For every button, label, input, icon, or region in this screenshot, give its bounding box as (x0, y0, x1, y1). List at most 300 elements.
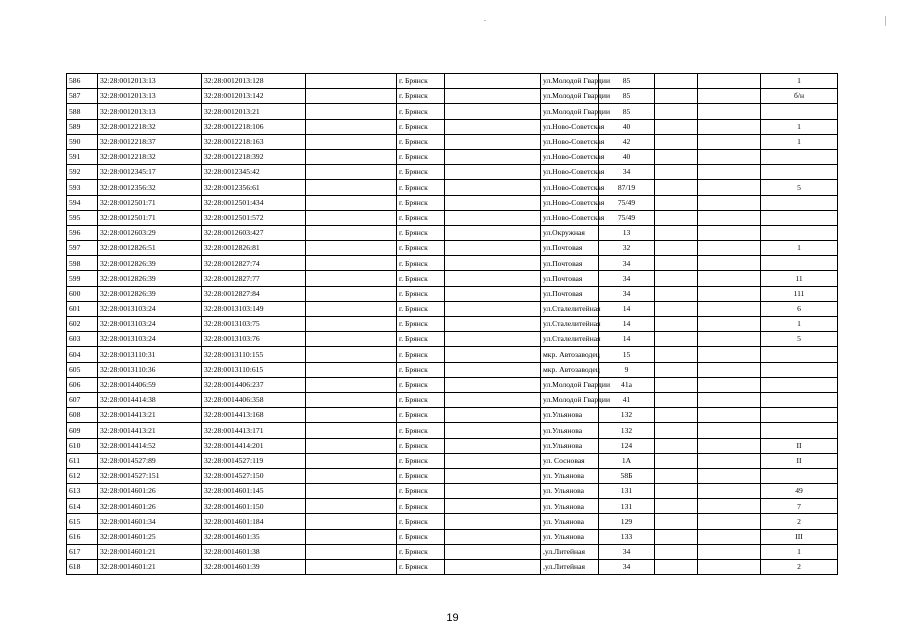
empty-cell (445, 241, 541, 256)
apartment-number-cell: 1 (761, 74, 838, 89)
house-number-cell: 75/49 (599, 195, 655, 210)
row-number-cell: 595 (67, 210, 98, 225)
empty-cell (655, 301, 698, 316)
street-cell: ул.Молодой Гвардии (541, 392, 599, 407)
city-cell: г. Брянск (397, 134, 445, 149)
parent-cadastral-number-cell: 32:28:0013103:24 (98, 317, 202, 332)
table-row (67, 499, 838, 514)
street-cell: ул.Почтовая (541, 241, 599, 256)
empty-cell (698, 499, 761, 514)
city-cell: г. Брянск (397, 180, 445, 195)
table-row (67, 529, 838, 544)
city-cell: г. Брянск (397, 392, 445, 407)
empty-cell (698, 74, 761, 89)
house-number-cell: 85 (599, 74, 655, 89)
street-cell: ул.Сталелитейная (541, 317, 599, 332)
cadastral-number-cell: 32:28:0014601:35 (202, 529, 306, 544)
apartment-number-cell (761, 225, 838, 240)
parent-cadastral-number-cell: 32:28:0014413:21 (98, 408, 202, 423)
scan-mark-top (484, 20, 486, 21)
street-cell: ул.Ново-Советская (541, 180, 599, 195)
table-row (67, 468, 838, 483)
street-cell: ул. Ульянова (541, 499, 599, 514)
scan-mark-top-right (885, 16, 886, 26)
house-number-cell: 133 (599, 529, 655, 544)
empty-cell (698, 362, 761, 377)
table-row (67, 560, 838, 575)
cadastral-number-cell: 32:28:0013103:75 (202, 317, 306, 332)
table-row (67, 514, 838, 529)
empty-cell (445, 180, 541, 195)
street-cell: ул.Молодой Гвардии (541, 104, 599, 119)
street-cell: ,ул.Литейная (541, 560, 599, 575)
empty-cell (655, 392, 698, 407)
apartment-number-cell: 1 (761, 119, 838, 134)
house-number-cell: 34 (599, 271, 655, 286)
parent-cadastral-number-cell: 32:28:0014414:52 (98, 438, 202, 453)
empty-cell (655, 104, 698, 119)
street-cell: ул. Ульянова (541, 514, 599, 529)
street-cell: ул.Окружная (541, 225, 599, 240)
row-number-cell: 597 (67, 241, 98, 256)
parent-cadastral-number-cell: 32:28:0012826:51 (98, 241, 202, 256)
empty-cell (445, 453, 541, 468)
house-number-cell: 14 (599, 301, 655, 316)
empty-cell (445, 544, 541, 559)
row-number-cell: 589 (67, 119, 98, 134)
cadastral-number-cell: 32:28:0013110:615 (202, 362, 306, 377)
apartment-number-cell: 1 (761, 317, 838, 332)
table-row (67, 149, 838, 164)
empty-cell (306, 225, 397, 240)
street-cell: ул.Сталелитейная (541, 332, 599, 347)
row-number-cell: 603 (67, 332, 98, 347)
table-row (67, 271, 838, 286)
cadastral-number-cell: 32:28:0012827:84 (202, 286, 306, 301)
cadastral-number-cell: 32:28:0014414:201 (202, 438, 306, 453)
empty-cell (655, 408, 698, 423)
city-cell: г. Брянск (397, 317, 445, 332)
city-cell: г. Брянск (397, 225, 445, 240)
empty-cell (445, 347, 541, 362)
table-row (67, 119, 838, 134)
apartment-number-cell (761, 468, 838, 483)
empty-cell (655, 317, 698, 332)
empty-cell (445, 514, 541, 529)
apartment-number-cell (761, 392, 838, 407)
empty-cell (445, 89, 541, 104)
table-row (67, 89, 838, 104)
city-cell: г. Брянск (397, 241, 445, 256)
table-row (67, 453, 838, 468)
city-cell: г. Брянск (397, 514, 445, 529)
house-number-cell: 34 (599, 286, 655, 301)
parent-cadastral-number-cell: 32:28:0012218:37 (98, 134, 202, 149)
city-cell: г. Брянск (397, 119, 445, 134)
empty-cell (698, 180, 761, 195)
street-cell: мкр. Автозаводец (541, 362, 599, 377)
table-row (67, 423, 838, 438)
parent-cadastral-number-cell: 32:28:0014601:21 (98, 560, 202, 575)
house-number-cell: 13 (599, 225, 655, 240)
empty-cell (306, 89, 397, 104)
empty-cell (698, 468, 761, 483)
empty-cell (655, 468, 698, 483)
cadastral-number-cell: 32:28:0013110:155 (202, 347, 306, 362)
street-cell: ул.Почтовая (541, 286, 599, 301)
empty-cell (306, 514, 397, 529)
empty-cell (306, 438, 397, 453)
cadastral-number-cell: 32:28:0014406:358 (202, 392, 306, 407)
table-row (67, 484, 838, 499)
street-cell: ул.Почтовая (541, 256, 599, 271)
row-number-cell: 610 (67, 438, 98, 453)
street-cell: ,ул.Литейная (541, 544, 599, 559)
empty-cell (445, 195, 541, 210)
row-number-cell: 609 (67, 423, 98, 438)
apartment-number-cell (761, 256, 838, 271)
street-cell: ул.Ново-Советская (541, 134, 599, 149)
empty-cell (655, 377, 698, 392)
row-number-cell: 598 (67, 256, 98, 271)
city-cell: г. Брянск (397, 74, 445, 89)
empty-cell (306, 392, 397, 407)
cadastral-number-cell: 32:28:0014601:184 (202, 514, 306, 529)
empty-cell (445, 560, 541, 575)
house-number-cell: 85 (599, 89, 655, 104)
empty-cell (655, 544, 698, 559)
empty-cell (655, 256, 698, 271)
empty-cell (655, 119, 698, 134)
empty-cell (698, 271, 761, 286)
empty-cell (306, 271, 397, 286)
empty-cell (655, 560, 698, 575)
apartment-number-cell: 1 (761, 134, 838, 149)
street-cell: ул.Молодой Гвардии (541, 74, 599, 89)
empty-cell (698, 332, 761, 347)
row-number-cell: 594 (67, 195, 98, 210)
apartment-number-cell (761, 347, 838, 362)
empty-cell (306, 377, 397, 392)
table-row (67, 392, 838, 407)
apartment-number-cell (761, 149, 838, 164)
parent-cadastral-number-cell: 32:28:0012345:17 (98, 165, 202, 180)
table-row (67, 74, 838, 89)
table-row (67, 165, 838, 180)
street-cell: ул.Ульянова (541, 423, 599, 438)
apartment-number-cell: 7 (761, 499, 838, 514)
empty-cell (698, 301, 761, 316)
street-cell: ул.Ульянова (541, 438, 599, 453)
empty-cell (306, 104, 397, 119)
empty-cell (445, 165, 541, 180)
empty-cell (655, 225, 698, 240)
parent-cadastral-number-cell: 32:28:0012013:13 (98, 74, 202, 89)
empty-cell (445, 271, 541, 286)
empty-cell (698, 210, 761, 225)
empty-cell (655, 529, 698, 544)
empty-cell (698, 134, 761, 149)
house-number-cell: 1А (599, 453, 655, 468)
empty-cell (306, 560, 397, 575)
cadastral-number-cell: 32:28:0012827:77 (202, 271, 306, 286)
parent-cadastral-number-cell: 32:28:0014601:34 (98, 514, 202, 529)
empty-cell (445, 74, 541, 89)
empty-cell (698, 119, 761, 134)
cadastral-number-cell: 32:28:0013103:149 (202, 301, 306, 316)
empty-cell (698, 317, 761, 332)
row-number-cell: 588 (67, 104, 98, 119)
apartment-number-cell: 2 (761, 560, 838, 575)
cadastral-number-cell: 32:28:0012826:81 (202, 241, 306, 256)
street-cell: ул. Ульянова (541, 468, 599, 483)
row-number-cell: 586 (67, 74, 98, 89)
house-number-cell: 9 (599, 362, 655, 377)
cadastral-number-cell: 32:28:0014527:119 (202, 453, 306, 468)
cadastral-number-cell: 32:28:0012013:128 (202, 74, 306, 89)
city-cell: г. Брянск (397, 271, 445, 286)
parent-cadastral-number-cell: 32:28:0012013:13 (98, 104, 202, 119)
parent-cadastral-number-cell: 32:28:0012826:39 (98, 286, 202, 301)
house-number-cell: 124 (599, 438, 655, 453)
cadastral-number-cell: 32:28:0014413:171 (202, 423, 306, 438)
city-cell: г. Брянск (397, 210, 445, 225)
city-cell: г. Брянск (397, 499, 445, 514)
parent-cadastral-number-cell: 32:28:0013103:24 (98, 301, 202, 316)
city-cell: г. Брянск (397, 438, 445, 453)
street-cell: ул.Ново-Советская (541, 165, 599, 180)
empty-cell (655, 484, 698, 499)
parent-cadastral-number-cell: 32:28:0012501:71 (98, 210, 202, 225)
city-cell: г. Брянск (397, 332, 445, 347)
registry-table-container (66, 73, 837, 575)
empty-cell (306, 119, 397, 134)
empty-cell (306, 347, 397, 362)
row-number-cell: 613 (67, 484, 98, 499)
city-cell: г. Брянск (397, 256, 445, 271)
city-cell: г. Брянск (397, 453, 445, 468)
parent-cadastral-number-cell: 32:28:0014406:59 (98, 377, 202, 392)
empty-cell (445, 286, 541, 301)
empty-cell (306, 484, 397, 499)
empty-cell (306, 74, 397, 89)
page-number: 19 (446, 612, 459, 624)
city-cell: г. Брянск (397, 149, 445, 164)
empty-cell (306, 544, 397, 559)
row-number-cell: 604 (67, 347, 98, 362)
cadastral-number-cell: 32:28:0014527:150 (202, 468, 306, 483)
empty-cell (306, 317, 397, 332)
empty-cell (445, 210, 541, 225)
apartment-number-cell: 1 (761, 241, 838, 256)
empty-cell (306, 180, 397, 195)
empty-cell (655, 453, 698, 468)
parent-cadastral-number-cell: 32:28:0014601:21 (98, 544, 202, 559)
table-row (67, 134, 838, 149)
city-cell: г. Брянск (397, 377, 445, 392)
row-number-cell: 601 (67, 301, 98, 316)
street-cell: ул.Ново-Советская (541, 195, 599, 210)
row-number-cell: 592 (67, 165, 98, 180)
city-cell: г. Брянск (397, 104, 445, 119)
row-number-cell: 606 (67, 377, 98, 392)
empty-cell (445, 134, 541, 149)
apartment-number-cell (761, 104, 838, 119)
apartment-number-cell: 111 (761, 286, 838, 301)
cadastral-number-cell: 32:28:0014601:39 (202, 560, 306, 575)
parent-cadastral-number-cell: 32:28:0014601:26 (98, 484, 202, 499)
empty-cell (655, 89, 698, 104)
table-row (67, 195, 838, 210)
apartment-number-cell (761, 377, 838, 392)
apartment-number-cell: 49 (761, 484, 838, 499)
empty-cell (655, 165, 698, 180)
empty-cell (698, 484, 761, 499)
house-number-cell: 42 (599, 134, 655, 149)
street-cell: ул.Почтовая (541, 271, 599, 286)
parent-cadastral-number-cell: 32:28:0014413:21 (98, 423, 202, 438)
city-cell: г. Брянск (397, 544, 445, 559)
street-cell: ул.Сталелитейная (541, 301, 599, 316)
street-cell: ул. Ульянова (541, 529, 599, 544)
street-cell: ул.Ново-Советская (541, 149, 599, 164)
street-cell: ул.Молодой Гвардии (541, 377, 599, 392)
row-number-cell: 591 (67, 149, 98, 164)
row-number-cell: 618 (67, 560, 98, 575)
row-number-cell: 600 (67, 286, 98, 301)
street-cell: ул. Сосновая (541, 453, 599, 468)
apartment-number-cell: 1 (761, 544, 838, 559)
cadastral-number-cell: 32:28:0012501:572 (202, 210, 306, 225)
empty-cell (698, 165, 761, 180)
apartment-number-cell: 5 (761, 332, 838, 347)
cadastral-number-cell: 32:28:0014406:237 (202, 377, 306, 392)
cadastral-number-cell: 32:28:0013103:76 (202, 332, 306, 347)
apartment-number-cell: 6 (761, 301, 838, 316)
city-cell: г. Брянск (397, 165, 445, 180)
row-number-cell: 614 (67, 499, 98, 514)
empty-cell (655, 195, 698, 210)
house-number-cell: 87/19 (599, 180, 655, 195)
empty-cell (698, 286, 761, 301)
table-row (67, 241, 838, 256)
cadastral-number-cell: 32:28:0012013:21 (202, 104, 306, 119)
house-number-cell: 85 (599, 104, 655, 119)
empty-cell (445, 377, 541, 392)
parent-cadastral-number-cell: 32:28:0012826:39 (98, 271, 202, 286)
empty-cell (655, 210, 698, 225)
cadastral-number-cell: 32:28:0012218:163 (202, 134, 306, 149)
empty-cell (306, 195, 397, 210)
apartment-number-cell (761, 195, 838, 210)
empty-cell (306, 256, 397, 271)
empty-cell (698, 89, 761, 104)
empty-cell (445, 484, 541, 499)
parent-cadastral-number-cell: 32:28:0012356:32 (98, 180, 202, 195)
empty-cell (445, 104, 541, 119)
cadastral-number-cell: 32:28:0014601:150 (202, 499, 306, 514)
empty-cell (655, 438, 698, 453)
empty-cell (698, 544, 761, 559)
house-number-cell: 14 (599, 332, 655, 347)
table-row (67, 104, 838, 119)
empty-cell (655, 286, 698, 301)
house-number-cell: 34 (599, 256, 655, 271)
empty-cell (698, 225, 761, 240)
house-number-cell: 132 (599, 408, 655, 423)
city-cell: г. Брянск (397, 484, 445, 499)
empty-cell (306, 362, 397, 377)
street-cell: ул. Ульянова (541, 484, 599, 499)
city-cell: г. Брянск (397, 195, 445, 210)
empty-cell (698, 438, 761, 453)
house-number-cell: 131 (599, 499, 655, 514)
empty-cell (445, 392, 541, 407)
apartment-number-cell (761, 423, 838, 438)
apartment-number-cell: 5 (761, 180, 838, 195)
cadastral-number-cell: 32:28:0014413:168 (202, 408, 306, 423)
row-number-cell: 587 (67, 89, 98, 104)
row-number-cell: 596 (67, 225, 98, 240)
empty-cell (306, 301, 397, 316)
empty-cell (306, 408, 397, 423)
street-cell: ул.Ульянова (541, 408, 599, 423)
parent-cadastral-number-cell: 32:28:0012218:32 (98, 119, 202, 134)
empty-cell (655, 347, 698, 362)
apartment-number-cell: 11 (761, 271, 838, 286)
apartment-number-cell: II (761, 438, 838, 453)
cadastral-number-cell: 32:28:0012345:42 (202, 165, 306, 180)
cadastral-number-cell: 32:28:0012218:106 (202, 119, 306, 134)
row-number-cell: 615 (67, 514, 98, 529)
house-number-cell: 40 (599, 149, 655, 164)
table-row (67, 301, 838, 316)
empty-cell (445, 408, 541, 423)
empty-cell (698, 514, 761, 529)
row-number-cell: 616 (67, 529, 98, 544)
empty-cell (445, 468, 541, 483)
row-number-cell: 605 (67, 362, 98, 377)
empty-cell (445, 301, 541, 316)
house-number-cell: 129 (599, 514, 655, 529)
empty-cell (445, 225, 541, 240)
empty-cell (655, 362, 698, 377)
empty-cell (445, 362, 541, 377)
street-cell: мкр. Автозаводец (541, 347, 599, 362)
empty-cell (445, 256, 541, 271)
city-cell: г. Брянск (397, 560, 445, 575)
table-row (67, 210, 838, 225)
cadastral-number-cell: 32:28:0012603:427 (202, 225, 306, 240)
apartment-number-cell (761, 210, 838, 225)
parent-cadastral-number-cell: 32:28:0012218:32 (98, 149, 202, 164)
empty-cell (306, 134, 397, 149)
row-number-cell: 599 (67, 271, 98, 286)
cadastral-number-cell: 32:28:0012218:392 (202, 149, 306, 164)
table-row (67, 362, 838, 377)
table-row (67, 544, 838, 559)
empty-cell (445, 529, 541, 544)
house-number-cell: 40 (599, 119, 655, 134)
row-number-cell: 602 (67, 317, 98, 332)
city-cell: г. Брянск (397, 529, 445, 544)
table-row (67, 377, 838, 392)
parent-cadastral-number-cell: 32:28:0012013:13 (98, 89, 202, 104)
empty-cell (655, 180, 698, 195)
table-row (67, 347, 838, 362)
empty-cell (698, 560, 761, 575)
empty-cell (698, 241, 761, 256)
